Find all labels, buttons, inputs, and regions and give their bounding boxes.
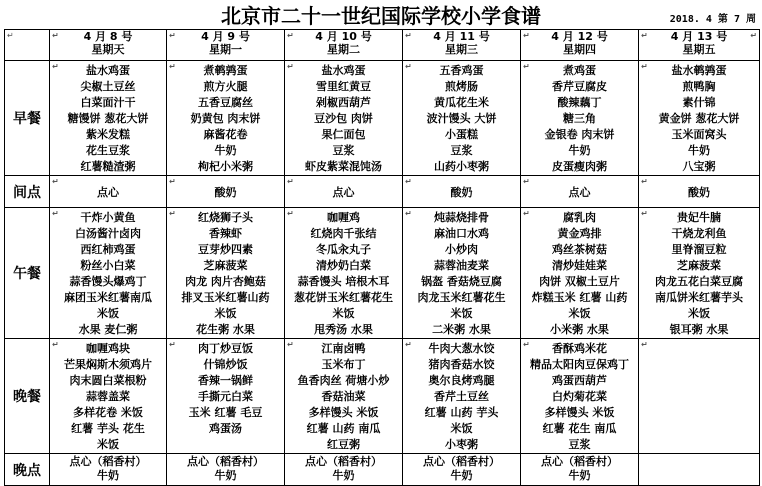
paragraph-mark: ↵ xyxy=(287,340,294,349)
menu-item: 花生粥 水果 xyxy=(196,323,255,336)
menu-item: 江南卤鸭 xyxy=(321,342,366,355)
menu-item: 牛奶 xyxy=(568,469,591,482)
menu-item: 红豆粥 xyxy=(327,438,360,451)
day-date: 4 月 12 号 xyxy=(551,30,608,43)
lunch-items xyxy=(521,208,638,338)
paragraph-mark: ↵ xyxy=(641,62,648,71)
menu-item: 葱花饼玉米红薯花生 xyxy=(294,291,393,304)
menu-item: 白汤酱汁卤肉 xyxy=(75,227,141,240)
snack-cell-5 xyxy=(639,176,760,208)
day-date: 4 月 8 号 xyxy=(83,30,133,43)
menu-item: 清炒娃娃菜 xyxy=(552,259,607,272)
menu-item: 米饭 xyxy=(214,307,237,320)
menu-item: 虾皮紫菜混饨汤 xyxy=(305,160,382,173)
day-weekday: 星期二 xyxy=(327,43,360,56)
paragraph-mark: ↵ xyxy=(52,340,59,349)
menu-item: 肉丁炒豆饭 xyxy=(198,342,253,355)
menu-item: 多样馒头 米饭 xyxy=(544,406,615,419)
menu-item: 雪里红黄豆 xyxy=(316,80,371,93)
menu-item: 牛奶 xyxy=(568,144,591,157)
menu-item: 米饭 xyxy=(688,307,710,320)
menu-item: 咖喱鸡块 xyxy=(86,342,130,355)
menu-item: 锅盔 香菇烧豆腐 xyxy=(421,275,502,288)
paragraph-mark: ↵ xyxy=(523,209,530,218)
dinner-cell-4 xyxy=(521,339,639,454)
menu-item: 肉龙玉米红薯花生 xyxy=(417,291,506,304)
menu-item: 花生豆浆 xyxy=(86,144,130,157)
paragraph-mark: ↵ xyxy=(7,31,14,40)
menu-item: 炸糕玉米 红薯 山药 xyxy=(531,291,628,304)
menu-item: 蒜蓉油麦菜 xyxy=(434,259,489,272)
menu-item: 山药小枣粥 xyxy=(434,160,489,173)
menu-item: 鸡蛋西葫芦 xyxy=(552,374,607,387)
menu-item: 玉米面窝头 xyxy=(671,128,727,141)
dinner-cell-2 xyxy=(285,339,403,454)
menu-item: 金银卷 肉末饼 xyxy=(544,128,615,141)
menu-item: 酸辣藕丁 xyxy=(557,96,602,109)
menu-item: 米饭 xyxy=(97,307,119,320)
menu-item: 蒜蓉盖菜 xyxy=(86,390,130,403)
menu-item: 红薯 花生 南瓜 xyxy=(542,422,617,435)
lunch-items xyxy=(50,208,166,338)
menu-item: 豆浆 xyxy=(332,144,355,157)
menu-item: 煎烤肠 xyxy=(445,80,478,93)
evening-cell-3 xyxy=(403,454,521,486)
evening-row xyxy=(5,454,760,486)
day-date: 4 月 10 号 xyxy=(315,30,372,43)
breakfast-cell-2 xyxy=(285,61,403,176)
paragraph-mark: ↵ xyxy=(169,177,176,186)
menu-item: 芝麻菠菜 xyxy=(677,259,721,272)
dinner-cell-3 xyxy=(403,339,521,454)
menu-item: 波汁馒头 大饼 xyxy=(426,112,497,125)
menu-item: 白菜面汁干 xyxy=(80,96,136,109)
dinner-cell-5 xyxy=(639,339,760,454)
paragraph-mark: ↵ xyxy=(52,31,59,40)
menu-item: 米饭 xyxy=(450,422,473,435)
day-header-2 xyxy=(285,30,403,61)
paragraph-mark: ↵ xyxy=(169,209,176,218)
evening-items xyxy=(50,454,166,483)
snack-cell-0 xyxy=(50,176,167,208)
day-date: 4 月 9 号 xyxy=(201,30,250,43)
menu-item: 煮鹌鹑蛋 xyxy=(203,64,248,77)
lunch-items xyxy=(639,208,759,338)
snack-item: 酸奶 xyxy=(214,185,237,199)
snack-cell-4 xyxy=(521,176,639,208)
snack-label: 间点 xyxy=(5,176,50,208)
menu-item: 银耳粥 水果 xyxy=(669,323,729,336)
day-weekday: 星期四 xyxy=(563,43,596,56)
menu-item: 炖蒜烧排骨 xyxy=(434,211,489,224)
paragraph-mark: ↵ xyxy=(169,62,176,71)
menu-item: 小炒肉 xyxy=(445,243,478,256)
lunch-items xyxy=(403,208,520,338)
snack-item: 点心 xyxy=(568,185,591,199)
menu-item: 多样花卷 米饭 xyxy=(73,406,143,419)
breakfast-items xyxy=(167,61,284,175)
snack-cell-2 xyxy=(285,176,403,208)
menu-item: 牛奶 xyxy=(97,469,119,482)
paragraph-mark: ↵ xyxy=(169,31,176,40)
menu-item: 点心（稻香村） xyxy=(423,455,500,468)
breakfast-cell-1 xyxy=(167,61,285,176)
paragraph-mark: ↵ xyxy=(641,209,648,218)
menu-item: 煎方火腿 xyxy=(203,80,248,93)
dinner-items xyxy=(403,339,520,453)
menu-item: 牛奶 xyxy=(450,469,473,482)
menu-item: 红薯 山药 南瓜 xyxy=(306,422,381,435)
menu-item: 二米粥 水果 xyxy=(432,323,491,336)
day-date: 4 月 13 号 xyxy=(670,30,728,43)
day-weekday: 星期天 xyxy=(91,43,125,56)
menu-item: 玉米布丁 xyxy=(321,358,366,371)
menu-item: 奥尔良烤鸡腿 xyxy=(428,374,495,387)
menu-item: 豆浆 xyxy=(450,144,473,157)
menu-item: 牛奶 xyxy=(214,469,237,482)
lunch-cell-2 xyxy=(285,208,403,339)
menu-item: 冬瓜汆丸子 xyxy=(316,243,371,256)
breakfast-cell-0 xyxy=(50,61,167,176)
menu-item: 麻团玉米红薯南瓜 xyxy=(64,291,152,304)
menu-item: 腐乳肉 xyxy=(563,211,596,224)
lunch-cell-0 xyxy=(50,208,167,339)
menu-item: 米饭 xyxy=(97,438,119,451)
menu-item: 鸡丝茶树菇 xyxy=(552,243,607,256)
evening-items xyxy=(403,454,520,483)
menu-item: 蒜香馒头爆鸡丁 xyxy=(69,275,147,288)
menu-item: 点心（稻香村） xyxy=(305,455,382,468)
menu-item: 西红柿鸡蛋 xyxy=(80,243,136,256)
dinner-items xyxy=(521,339,638,453)
day-weekday: 星期五 xyxy=(682,43,716,56)
menu-item: 麻油口水鸡 xyxy=(434,227,489,240)
lunch-cell-1 xyxy=(167,208,285,339)
menu-item: 小枣粥 xyxy=(445,438,478,451)
dinner-cell-0 xyxy=(50,339,167,454)
menu-item: 米饭 xyxy=(332,307,355,320)
menu-item: 红烧狮子头 xyxy=(198,211,253,224)
dinner-items xyxy=(285,339,402,453)
paragraph-mark: ↵ xyxy=(523,62,530,71)
lunch-items xyxy=(285,208,402,338)
day-header-1 xyxy=(167,30,285,61)
menu-item: 什锦炒饭 xyxy=(203,358,248,371)
evening-items xyxy=(167,454,284,483)
snack-item: 酸奶 xyxy=(450,185,473,199)
menu-item: 红烧肉千张结 xyxy=(310,227,377,240)
menu-item: 皮蛋瘦肉粥 xyxy=(552,160,607,173)
breakfast-cell-5 xyxy=(639,61,760,176)
menu-item: 排叉玉米红薯山药 xyxy=(181,291,270,304)
evening-cell-1 xyxy=(167,454,285,486)
dinner-cell-1 xyxy=(167,339,285,454)
paragraph-mark: ↵ xyxy=(641,340,648,349)
paragraph-mark: ↵ xyxy=(405,177,412,186)
menu-item: 香辣一锅鲜 xyxy=(198,374,253,387)
menu-item: 香芹土豆丝 xyxy=(434,390,489,403)
page-title: 北京市二十一世纪国际学校小学食谱 xyxy=(221,4,541,28)
menu-item: 甩秀汤 水果 xyxy=(314,323,373,336)
snack-item: 酸奶 xyxy=(688,185,710,199)
dinner-items xyxy=(167,339,284,437)
menu-item: 贵妃牛腩 xyxy=(677,211,721,224)
page-header xyxy=(0,3,762,29)
paragraph-mark: ↵ xyxy=(405,209,412,218)
evening-items xyxy=(521,454,638,483)
day-header-5 xyxy=(639,30,760,61)
menu-item: 干烧龙利鱼 xyxy=(671,227,727,240)
menu-item: 盐水鹌鹑蛋 xyxy=(671,64,727,77)
menu-item: 牛肉大葱水饺 xyxy=(428,342,495,355)
menu-item: 猪肉香菇水饺 xyxy=(428,358,495,371)
menu-item: 鸡蛋汤 xyxy=(209,422,242,435)
evening-cell-2 xyxy=(285,454,403,486)
menu-item: 糖三角 xyxy=(563,112,596,125)
header-row xyxy=(5,30,760,61)
menu-item: 肉龙 肉片杏鲍菇 xyxy=(185,275,266,288)
dinner-row xyxy=(5,339,760,454)
menu-item: 清炒奶白菜 xyxy=(316,259,371,272)
dinner-label: 晚餐 xyxy=(5,339,50,454)
menu-item: 豆芽炒四素 xyxy=(198,243,253,256)
week-label: 2018. 4 第 7 周 xyxy=(669,14,756,25)
menu-item: 米饭 xyxy=(568,307,591,320)
menu-item: 粉丝小白菜 xyxy=(80,259,136,272)
menu-item: 香芹豆腐皮 xyxy=(552,80,607,93)
menu-item: 红薯 芋头 花生 xyxy=(71,422,145,435)
menu-item: 肉末圆白菜根粉 xyxy=(69,374,147,387)
menu-item: 咖喱鸡 xyxy=(327,211,360,224)
menu-item: 点心（稻香村） xyxy=(541,455,618,468)
paragraph-mark: ↵ xyxy=(52,209,59,218)
menu-item: 糖馒饼 葱花大饼 xyxy=(67,112,149,125)
menu-item: 鱼香肉丝 荷塘小炒 xyxy=(297,374,390,387)
menu-item: 牛奶 xyxy=(688,144,710,157)
breakfast-row xyxy=(5,61,760,176)
paragraph-mark: ↵ xyxy=(523,340,530,349)
menu-item: 盐水鸡蛋 xyxy=(86,64,130,77)
breakfast-items xyxy=(285,61,402,175)
day-header-3 xyxy=(403,30,521,61)
corner-cell xyxy=(5,30,50,61)
menu-item: 香辣虾 xyxy=(209,227,242,240)
day-weekday: 星期一 xyxy=(209,43,242,56)
dinner-items xyxy=(639,339,759,341)
day-date: 4 月 11 号 xyxy=(433,30,490,43)
menu-item: 枸杞小米粥 xyxy=(198,160,253,173)
breakfast-cell-4 xyxy=(521,61,639,176)
snack-item: 点心 xyxy=(332,185,355,199)
menu-item: 八宝粥 xyxy=(682,160,716,173)
lunch-cell-3 xyxy=(403,208,521,339)
breakfast-items xyxy=(521,61,638,175)
menu-item: 红薯糙渣粥 xyxy=(80,160,136,173)
menu-item: 香酥鸡米花 xyxy=(552,342,607,355)
menu-item: 手撕元白菜 xyxy=(198,390,253,403)
menu-item: 红薯 山药 芋头 xyxy=(424,406,499,419)
breakfast-items xyxy=(50,61,166,175)
menu-item: 豆沙包 肉饼 xyxy=(314,112,373,125)
menu-item: 奶黄包 肉末饼 xyxy=(190,112,261,125)
menu-item: 豆浆 xyxy=(568,438,591,451)
breakfast-label: 早餐 xyxy=(5,61,50,176)
menu-item: 点心（稻香村） xyxy=(187,455,264,468)
paragraph-mark: ↵ xyxy=(287,31,294,40)
snack-cell-3 xyxy=(403,176,521,208)
menu-item: 白灼菊花菜 xyxy=(552,390,607,403)
menu-item: 牛奶 xyxy=(332,469,355,482)
menu-item: 黄金饼 葱花大饼 xyxy=(658,112,740,125)
paragraph-mark: ↵ xyxy=(523,177,530,186)
lunch-items xyxy=(167,208,284,338)
paragraph-mark: ↵ xyxy=(641,31,648,40)
paragraph-mark: ↵ xyxy=(641,177,648,186)
dinner-items xyxy=(50,339,166,453)
lunch-row xyxy=(5,208,760,339)
evening-items xyxy=(285,454,402,483)
menu-item: 干炸小黄鱼 xyxy=(80,211,136,224)
menu-item: 煮鸡蛋 xyxy=(563,64,596,77)
paragraph-mark: ↵ xyxy=(405,31,412,40)
menu-item: 肉饼 双椒土豆片 xyxy=(539,275,620,288)
snack-cell-1 xyxy=(167,176,285,208)
evening-cell-4 xyxy=(521,454,639,486)
menu-item: 小米粥 水果 xyxy=(550,323,609,336)
lunch-cell-5 xyxy=(639,208,760,339)
menu-item: 小蛋糕 xyxy=(445,128,478,141)
menu-item: 精品太阳肉豆保鸡丁 xyxy=(530,358,629,371)
menu-item: 香菇油菜 xyxy=(321,390,366,403)
menu-item: 麻酱花卷 xyxy=(203,128,248,141)
menu-item: 素什锦 xyxy=(682,96,716,109)
day-header-4 xyxy=(521,30,639,61)
breakfast-cell-3 xyxy=(403,61,521,176)
day-header-0 xyxy=(50,30,167,61)
day-weekday: 星期三 xyxy=(445,43,478,56)
menu-item: 南瓜饼米红薯芋头 xyxy=(655,291,743,304)
menu-item: 点心（稻香村） xyxy=(69,455,147,468)
menu-item: 黄金鸡排 xyxy=(557,227,602,240)
paragraph-mark: ↵ xyxy=(52,177,59,186)
lunch-cell-4 xyxy=(521,208,639,339)
snack-item: 点心 xyxy=(97,185,119,199)
paragraph-mark: ↵ xyxy=(750,31,757,40)
menu-item: 牛奶 xyxy=(214,144,237,157)
menu-item: 水果 麦仁粥 xyxy=(78,323,138,336)
menu-item: 里脊溜豆粒 xyxy=(671,243,727,256)
menu-item: 蒜香馒头 培根木耳 xyxy=(297,275,390,288)
paragraph-mark: ↵ xyxy=(287,62,294,71)
evening-cell-0 xyxy=(50,454,167,486)
paragraph-mark: ↵ xyxy=(52,62,59,71)
menu-item: 黄瓜花生米 xyxy=(434,96,489,109)
paragraph-mark: ↵ xyxy=(405,340,412,349)
menu-item: 五香豆腐丝 xyxy=(198,96,253,109)
breakfast-items xyxy=(639,61,759,175)
snack-row xyxy=(5,176,760,208)
menu-item: 煎鸭胸 xyxy=(682,80,716,93)
menu-item: 肉龙五花白菜豆腐 xyxy=(655,275,743,288)
evening-items xyxy=(639,454,759,455)
menu-item: 紫米发糕 xyxy=(86,128,130,141)
evening-label: 晚点 xyxy=(5,454,50,486)
menu-item: 玉米 红薯 毛豆 xyxy=(188,406,263,419)
menu-item: 米饭 xyxy=(450,307,473,320)
menu-item: 芒果焖斯木须鸡片 xyxy=(64,358,152,371)
menu-item: 果仁面包 xyxy=(321,128,366,141)
menu-item: 五香鸡蛋 xyxy=(439,64,484,77)
menu-table xyxy=(4,29,760,486)
menu-item: 剁椒西葫芦 xyxy=(316,96,371,109)
paragraph-mark: ↵ xyxy=(287,177,294,186)
paragraph-mark: ↵ xyxy=(523,31,530,40)
menu-item: 芝麻菠菜 xyxy=(203,259,248,272)
lunch-label: 午餐 xyxy=(5,208,50,339)
menu-item: 盐水鸡蛋 xyxy=(321,64,366,77)
menu-item: 尖椒土豆丝 xyxy=(80,80,136,93)
evening-cell-5 xyxy=(639,454,760,486)
paragraph-mark: ↵ xyxy=(405,62,412,71)
menu-item: 多样馒头 米饭 xyxy=(308,406,379,419)
paragraph-mark: ↵ xyxy=(287,209,294,218)
breakfast-items xyxy=(403,61,520,175)
paragraph-mark: ↵ xyxy=(169,340,176,349)
